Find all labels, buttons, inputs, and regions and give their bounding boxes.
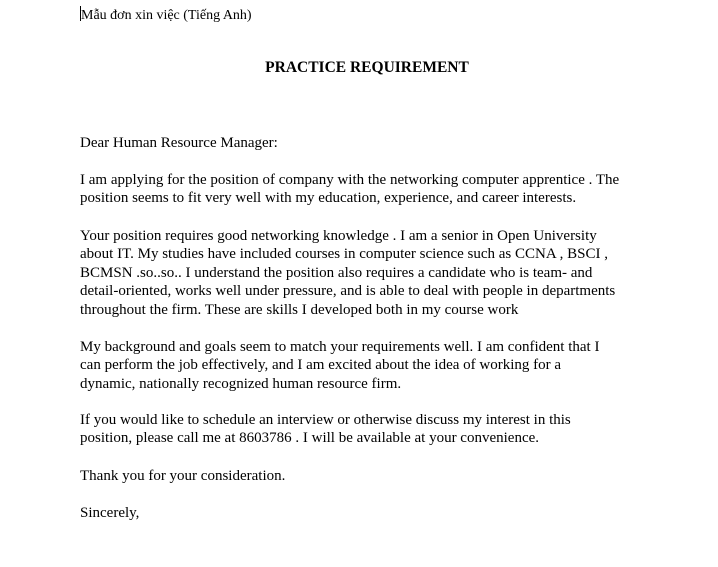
closing-signoff	[80, 504, 680, 522]
closing-thanks-line: Thank you for your consideration.	[80, 468, 286, 484]
document-title: PRACTICE REQUIREMENT	[265, 59, 469, 76]
paragraph-interview	[80, 411, 680, 448]
paragraph-line: can perform the job effectively, and I am excited about the idea of working for a	[80, 357, 562, 374]
salutation-line: Dear Human Resource Manager:	[80, 135, 278, 151]
paragraph-line: throughout the firm. These are skills I developed both in my course work	[80, 301, 519, 318]
paragraph-application	[80, 171, 680, 208]
closing-thanks	[80, 467, 680, 485]
paragraph-line: Your position requires good networking knowledge . I am a senior in Open University	[80, 228, 597, 244]
paragraph-line: detail-oriented, works well under pressure, and is able to deal with people in departments	[80, 283, 616, 300]
salutation	[80, 134, 680, 152]
paragraph-line: If you would like to schedule an interview or otherwise discuss my interest in this	[80, 412, 571, 428]
paragraph-background	[80, 338, 680, 393]
header-note-text: Mẫu đơn xin việc (Tiếng Anh)	[81, 8, 252, 23]
paragraph-line: position seems to fit very well with my education, experience, and career interests.	[80, 190, 577, 207]
paragraph-line: My background and goals seem to match your requirements well. I am confident that I	[80, 339, 600, 355]
paragraph-line: dynamic, nationally recognized human resource firm.	[80, 375, 402, 392]
closing-signoff-line: Sincerely,	[80, 505, 140, 521]
paragraph-line: position, please call me at 8603786 . I will be available at your convenience.	[80, 430, 540, 447]
paragraph-line: BCMSN .so..so.. I understand the position also requires a candidate who is team- and	[80, 264, 593, 281]
paragraph-line: about IT. My studies have included courses in computer science such as CCNA , BSCI ,	[80, 246, 608, 263]
paragraph-qualifications	[80, 227, 680, 319]
header-note	[80, 6, 252, 25]
paragraph-line: I am applying for the position of company with the networking computer apprentice . The	[80, 172, 620, 188]
